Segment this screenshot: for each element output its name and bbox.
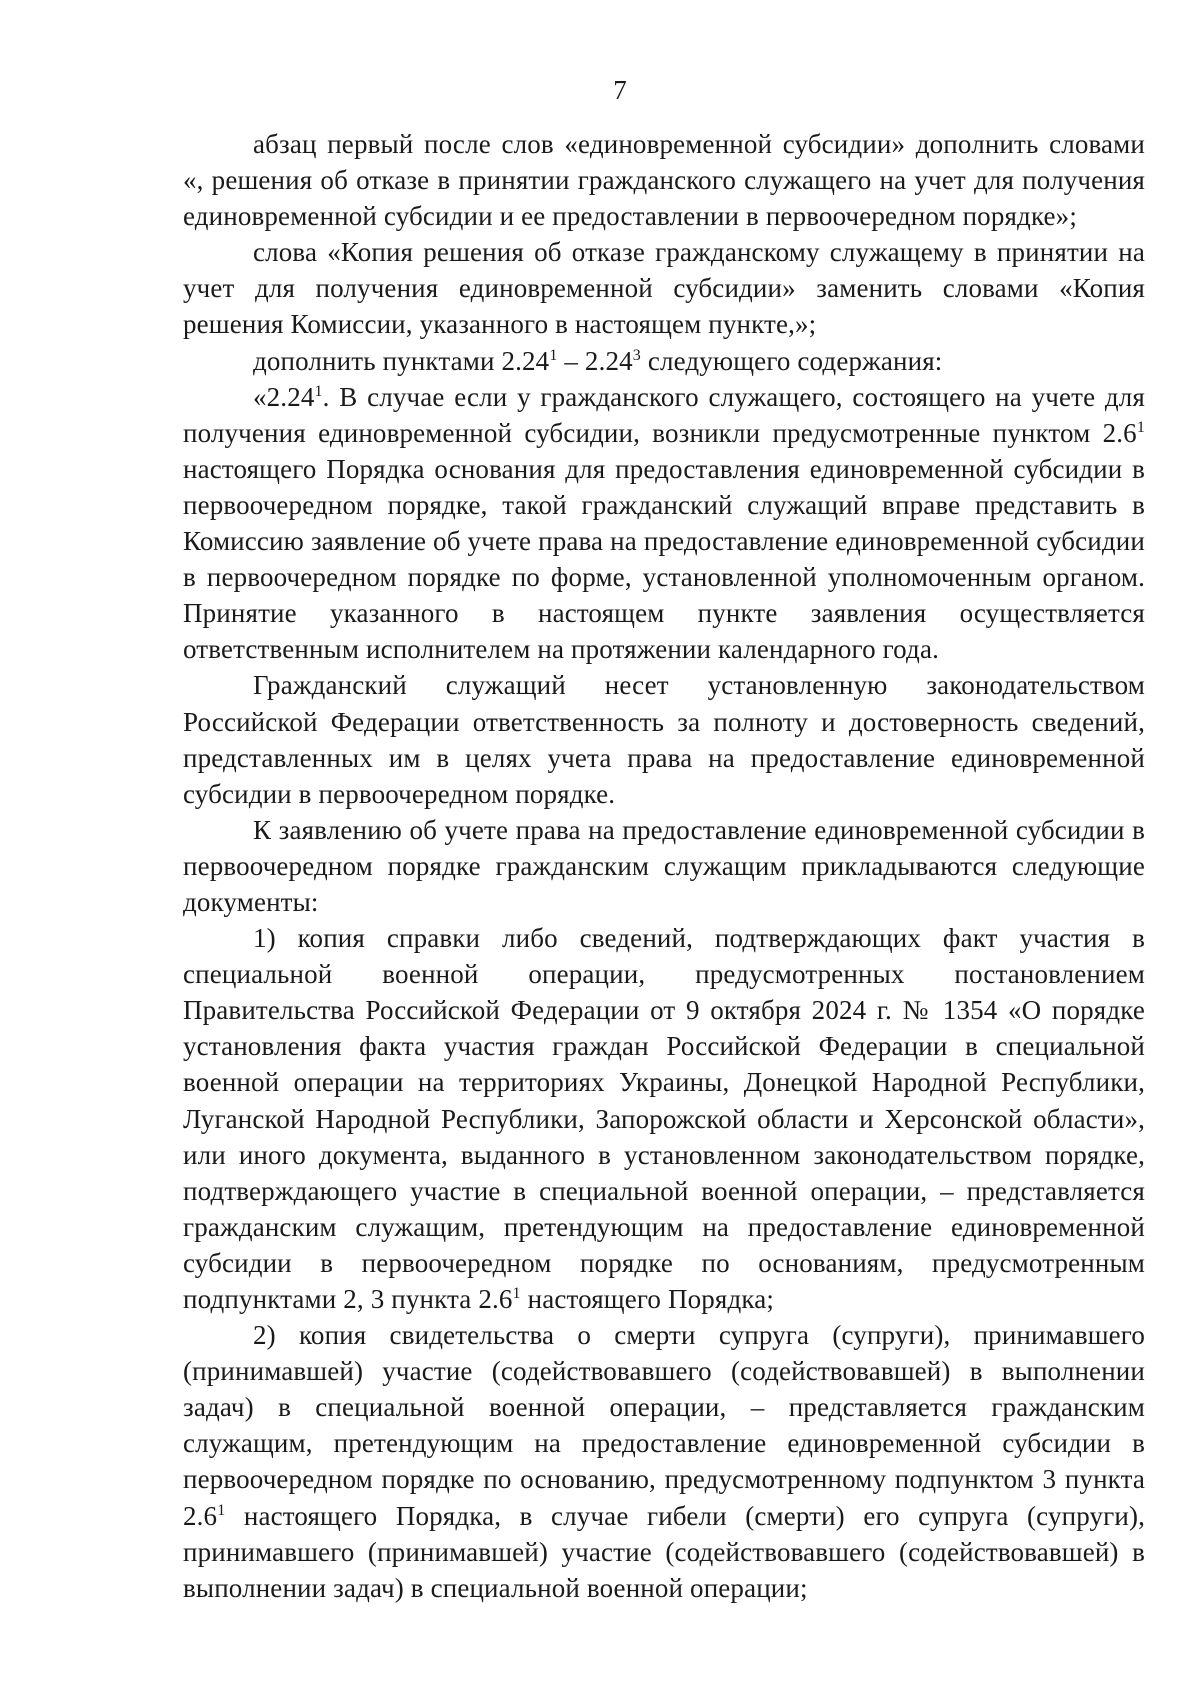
page-number: 7 [613,75,627,105]
paragraph-5: Гражданский служащий несет установленную законодательством Российской Федерации ответственность за полноту и достоверность сведений, представленных им в целях учета права на предоставление единовременной субсидии в первоочередном порядке. [183,670,1145,809]
superscript: 3 [632,346,641,364]
paragraph-1: абзац первый после слов «единовременной субсидии» дополнить словами «, решения об отказе в принятии гражданского служащего на учет для получения единовременной субсидии и ее предоставлении в первоочередном порядке»; [183,129,1145,232]
superscript: 1 [314,382,323,400]
superscript: 1 [217,1501,226,1519]
paragraph-2: слова «Копия решения об отказе гражданскому служащему в принятии на учет для получения единовременной субсидии» заменить словами «Копия решения Комиссии, указанного в настоящем пункте,»; [183,237,1145,340]
paragraph-3: дополнить пунктами 2.24$^1$ – 2.24$^3$ следующего содержания: [253,345,943,376]
superscript: 1 [549,346,558,364]
paragraph-4: «2.24$^1$. В случае если у гражданского служащего, состоящего на учете для получения единовременной субсидии, возникли предусмотренные пунктом $2.6^1$ настоящего Порядка основания для предоставления единовременной субсидии в первоочередном порядке, такой гражданский служащий вправе представить в Комиссию заявление об учете права на предоставление единовременной субсидии в первоочередном порядке по форме, установленной уполномоченным органом. Принятие указанного в настоящем пункте заявления осуществляется ответственным исполнителем на протяжении календарного года. [183,381,1145,665]
superscript: 1 [1136,418,1145,436]
paragraph-6: К заявлению об учете права на предоставление единовременной субсидии в первоочередном порядке гражданским служащим прикладываются следующие документы: [183,814,1145,917]
superscript: 1 [512,1285,521,1302]
paragraph-8: 2) копия свидетельства о смерти супруга (супруги), принимавшего (принимавшей) участие (содействовавшего (содействовавшей) в выполнении задач) в специальной военной операции, – представляется гражданским служащим, претендующим на предоставление единовременной субсидии в первоочередном порядке по основанию, предусмотренному подпунктом 3 пункта $2.6^1$ настоящего Порядка, в случае гибели (смерти) его супруга (супруги), принимавшего (принимавшей) участие (содействовавшего (содействовавшей) в выполнении задач) в специальной военной операции; [183,1320,1145,1603]
document-body [183,126,1145,1606]
paragraph-7: 1) копия справки либо сведений, подтверждающих факт участия в специальной военной операции, предусмотренных постановлением Правительства Российской Федерации от 9 октября 2024 г. № 1354 «О порядке установления факта участия граждан Российской Федерации в специальной военной операции на территориях Украины, Донецкой Народной Республики, Луганской Народной Республики, Запорожской области и Херсонской области», или иного документа, выданного в установленном законодательством порядке, подтверждающего участие в специальной военной операции, – представляется гражданским служащим, претендующим на предоставление единовременной субсидии в первоочередном порядке по основаниям, предусмотренным подпунктами 2, 3 пункта $2.6^1$ настоящего Порядка; [183,923,1145,1314]
